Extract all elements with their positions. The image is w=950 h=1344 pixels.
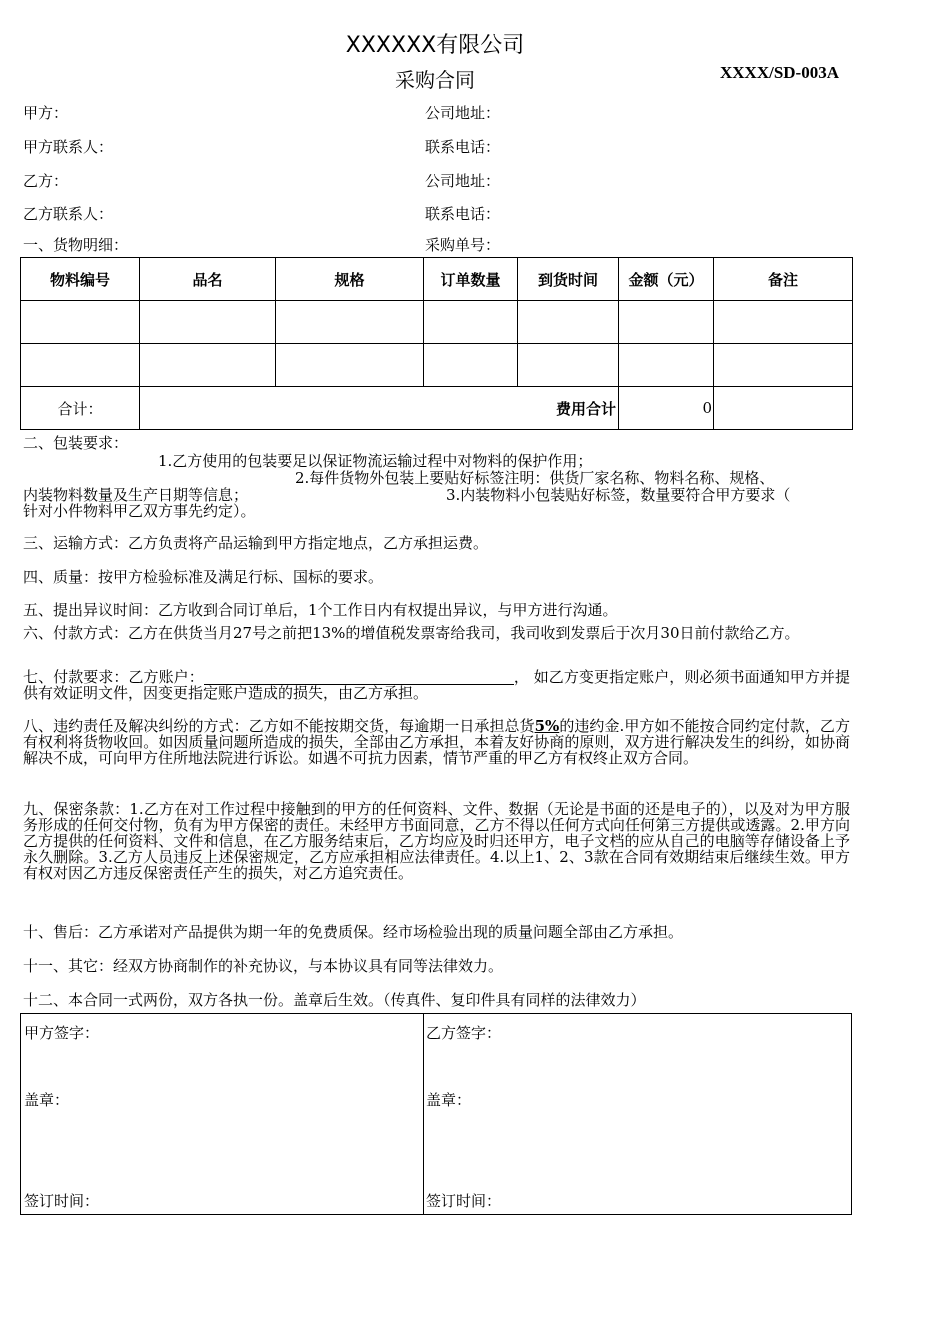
table-cell[interactable] <box>518 301 619 344</box>
table-cell[interactable] <box>518 344 619 387</box>
account-blank[interactable] <box>204 670 514 685</box>
table-cell[interactable] <box>21 344 140 387</box>
table-cell[interactable] <box>140 301 276 344</box>
copies-clause: 十二、本合同一式两份，双方各执一份。盖章后生效。（传真件、复印件具有同样的法律效力） <box>23 991 646 1009</box>
table-cell[interactable] <box>276 301 424 344</box>
party-b-contact-label: 乙方联系人： <box>23 205 114 223</box>
column-header: 备注 <box>714 258 853 301</box>
fee-total-value: 0 <box>619 387 714 430</box>
packaging-item-3: 3.内装物料小包装贴好标签，数量要符合甲方要求（ <box>446 486 791 504</box>
table-row <box>21 344 853 387</box>
signature-box <box>20 1013 852 1215</box>
table-total-row <box>21 387 853 430</box>
packaging-item-3-cont: 针对小件物料甲乙双方事先约定）。 <box>23 502 256 520</box>
party-a-signature-area[interactable] <box>21 1014 424 1214</box>
payment-requirement-text: 七、付款要求：乙方账户： <box>23 668 204 686</box>
quality-clause: 四、质量：按甲方检验标准及满足行标、国标的要求。 <box>23 568 384 586</box>
column-header: 到货时间 <box>518 258 619 301</box>
party-a-address-label: 公司地址： <box>425 104 501 122</box>
document-title: 采购合同 <box>395 68 475 92</box>
document-code: XXXX/SD-003A <box>720 63 839 82</box>
party-a-sign-label: 甲方签字： <box>24 1024 100 1042</box>
breach-text: 八、违约责任及解决纠纷的方式：乙方如不能按期交货，每逾期一日承担总货 <box>23 717 535 735</box>
table-cell[interactable] <box>714 387 853 430</box>
column-header: 订单数量 <box>424 258 518 301</box>
table-cell[interactable] <box>619 344 714 387</box>
table-cell[interactable] <box>714 301 853 344</box>
table-cell[interactable] <box>714 344 853 387</box>
party-a-seal-label: 盖章： <box>24 1091 70 1109</box>
goods-table <box>20 257 853 430</box>
total-label: 合计： <box>21 387 140 430</box>
packaging-item-2-cont: 内装物料数量及生产日期等信息； <box>23 486 249 504</box>
packaging-item-2: 2.每件货物外包装上要贴好标签注明：供货厂家名称、物料名称、规格、 <box>295 469 775 487</box>
table-cell[interactable] <box>424 301 518 344</box>
payment-requirement-text-2: ， 如乙方变更指定账户，则必须书面通知甲方并提供有效证明文件，因变更指定账户造成的损失，由乙方承担。 <box>23 668 850 702</box>
breach-text-2: 的违约金.甲方如不能按合同约定付款，乙方有权利将货物收回。如因质量问题所造成的损失，全部由乙方承担，本着友好协商的原则，双方进行解决发生的纠纷，如协商解决不成，可向甲方住所地法院进行诉讼。如遇不可抗力因素，情节严重的甲乙方有权终止双方合同。 <box>23 717 850 767</box>
column-header: 金额（元） <box>619 258 714 301</box>
breach-percentage: 5% <box>534 717 560 735</box>
fee-total-label: 费用合计 <box>140 387 619 430</box>
after-sales-clause: 十、售后：乙方承诺对产品提供为期一年的免费质保。经市场检验出现的质量问题全部由乙方承担。 <box>23 923 684 941</box>
table-header-row <box>21 258 853 301</box>
table-row <box>21 301 853 344</box>
party-a-contact-label: 甲方联系人： <box>23 138 114 156</box>
table-cell[interactable] <box>276 344 424 387</box>
goods-section-title: 一、货物明细： <box>23 236 129 254</box>
company-name: XXXXXX有限公司 <box>345 33 525 58</box>
party-a-date-label: 签订时间： <box>24 1192 100 1210</box>
column-header: 物料编号 <box>21 258 140 301</box>
party-b-signature-area[interactable] <box>423 1014 851 1214</box>
breach-clause <box>23 718 850 766</box>
packaging-title: 二、包装要求： <box>23 434 129 452</box>
other-clause: 十一、其它：经双方协商制作的补充协议，与本协议具有同等法律效力。 <box>23 957 504 975</box>
packaging-item-1: 1.乙方使用的包装要足以保证物流运输过程中对物料的保护作用； <box>158 452 593 470</box>
party-b-date-label: 签订时间： <box>426 1192 502 1210</box>
table-cell[interactable] <box>140 344 276 387</box>
party-b-label: 乙方： <box>23 172 69 190</box>
party-b-address-label: 公司地址： <box>425 172 501 190</box>
objection-clause: 五、提出异议时间：乙方收到合同订单后，1个工作日内有权提出异议，与甲方进行沟通。 <box>23 601 618 619</box>
column-header: 规格 <box>276 258 424 301</box>
payment-method-clause: 六、付款方式：乙方在供货当月27号之前把13%的增值税发票寄给我司，我司收到发票后于次月30日前付款给乙方。 <box>23 624 800 642</box>
party-b-seal-label: 盖章： <box>426 1091 472 1109</box>
table-cell[interactable] <box>619 301 714 344</box>
party-b-sign-label: 乙方签字： <box>426 1024 502 1042</box>
party-b-phone-label: 联系电话： <box>425 205 501 223</box>
party-a-phone-label: 联系电话： <box>425 138 501 156</box>
confidentiality-clause: 九、保密条款：1.乙方在对工作过程中接触到的甲方的任何资料、文件、数据（无论是书面的还是电子的），以及对为甲方服务形成的任何交付物，负有为甲方保密的责任。未经甲方书面同意，乙方不得以任何方式向任何第三方提供或透露。2.甲方向乙方提供的任何资料、文件和信息，在乙方服务结束后，乙方均应及时归还甲方，电子文档的应从自己的电脑等存储设备上予永久删除。3.乙方人员违反上述保密规定，乙方应承担相应法律责任。4.以上1、2、3款在合同有效期结束后继续生效。甲方有权对因乙方违反保密责任产生的损失，对乙方追究责任。 <box>23 800 850 882</box>
table-cell[interactable] <box>424 344 518 387</box>
column-header: 品名 <box>140 258 276 301</box>
party-a-label: 甲方： <box>23 104 69 122</box>
table-cell[interactable] <box>21 301 140 344</box>
order-number-label: 采购单号： <box>425 236 501 254</box>
transport-clause: 三、运输方式：乙方负责将产品运输到甲方指定地点，乙方承担运费。 <box>23 534 489 552</box>
payment-requirement-clause <box>23 669 850 701</box>
